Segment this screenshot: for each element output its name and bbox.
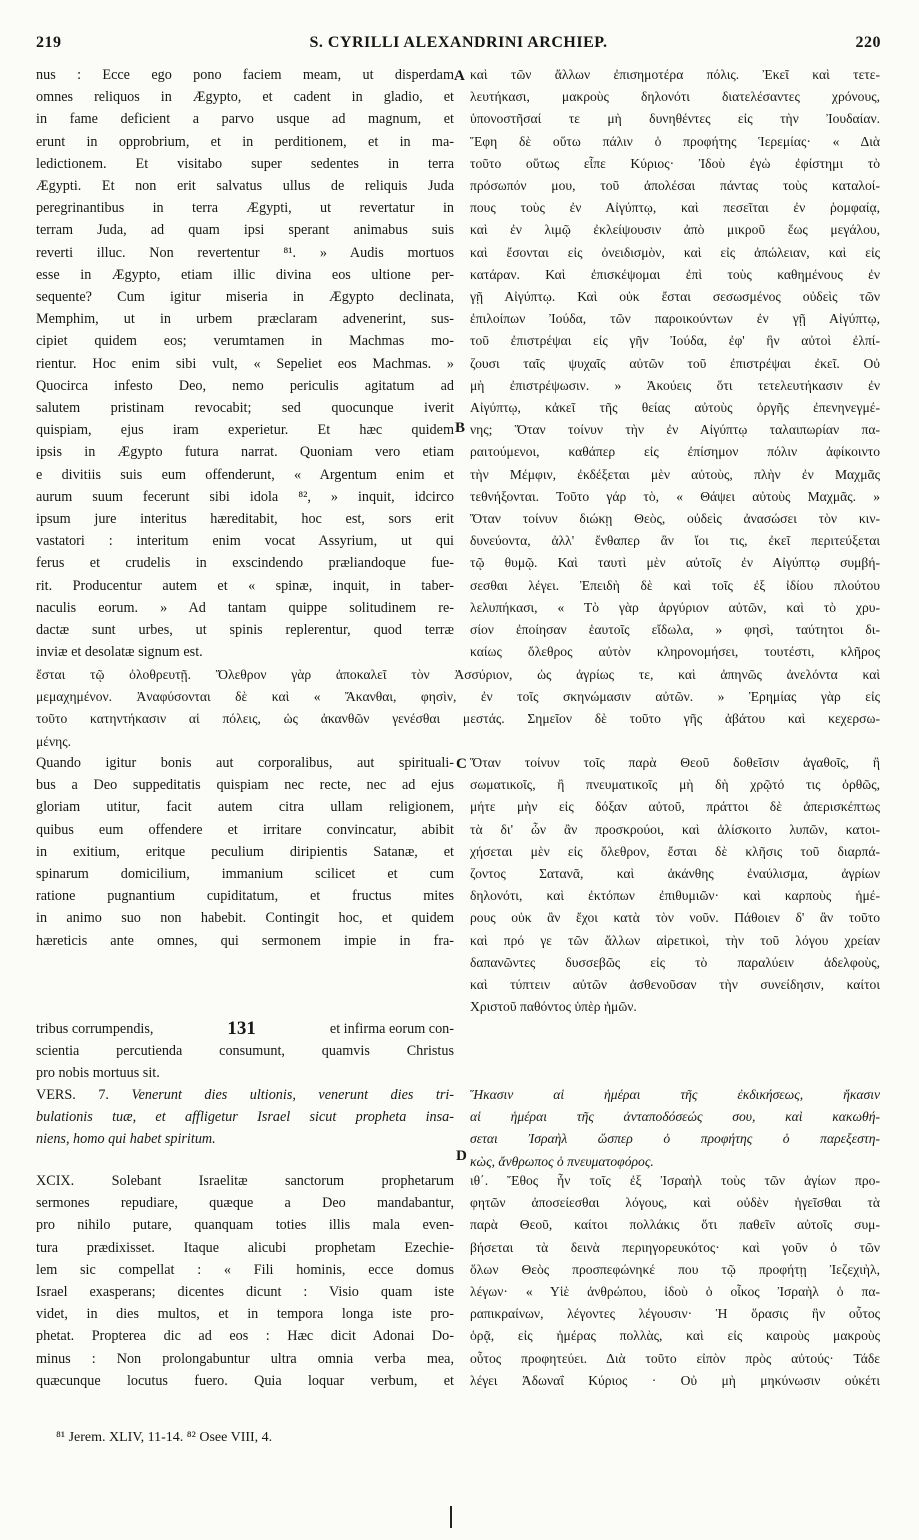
text-line: καὶ τύπτειν αὐτῶν ἀσθενοῦσαν τὴν συνείδησιν, καίτοι: [470, 977, 880, 993]
text-line: ζοντος Σατανᾶ, καὶ ἀκάνθης ἐναύλισμα, ἀγρίων: [470, 866, 880, 882]
text-line: τοῦτο κατηντήκασιν αἱ πόλεις, ὡς ἀκανθῶν γενέσθαι μεστάς. Σημεῖον δὲ τοῦτο γῆς ἀβάτου καὶ κεχερσω-: [36, 711, 880, 727]
text-line: ζουσι ταῖς ψυχαῖς αὐτῶν τοῦ ἐπιστρέψαι ἐκεῖ. Οὐ: [470, 355, 880, 371]
text-line: Quocirca infesto Deo, nemo periculis agitatum ad: [36, 377, 454, 394]
running-title: S. CYRILLI ALEXANDRINI ARCHIEP.: [309, 34, 608, 51]
latin-131-after: et infirma eorum con-: [329, 1021, 454, 1037]
text-line: τοῦτο οὕτως εἶπε Κύριος· Ἰδοὺ ἐγὼ ἐφίστημι τὸ: [470, 155, 880, 171]
footnotes: ⁸¹ Jerem. XLIV, 11-14. ⁸² Osee VIII, 4.: [56, 1430, 273, 1445]
verse-label: VERS. 7.: [36, 1087, 109, 1103]
text-line: XCIX. Solebant Israelitæ sanctorum prophetarum: [36, 1173, 454, 1189]
text-line: ratione pugnantium cupiditatum, et fructus mites: [36, 888, 454, 905]
text-line: οὗτος προφητεύει. Διὰ τοῦτο εἰπὸν πρὸς αὐτούς· Τάδε: [470, 1350, 880, 1366]
greek-column-middle: [470, 752, 880, 1018]
text-line: reverti illuc. Non revertentur ⁸¹. » Audis mortuos: [36, 244, 454, 261]
text-line: σεται Ἰσραὴλ ὥσπερ ὁ προφήτης ὁ παρεξεστη-: [470, 1131, 880, 1147]
text-line: ὑπονοστῆσαί τε μὴ δυνηθέντες εἰς τὴν Ἰουδαίαν.: [470, 111, 880, 127]
greek-column-bottom: [470, 1170, 880, 1392]
verse-block-latin: [36, 1084, 454, 1151]
text-line: σεσθαι λέγει. Ἐπειδὴ δὲ καὶ τοῖς ἐξ ἰδίου πλούτου: [470, 577, 880, 593]
text-line: παρὰ Θεοῦ, καίτοι πολλάκις ὅτι παθεῖν αὐτοῖς συμ-: [470, 1217, 880, 1233]
text-line: ledictionem. Et visitabo super sedentes in terra: [36, 155, 454, 172]
text-line: Ἥκασιν αἱ ἡμέραι τῆς ἐκδικήσεως, ἥκασιν: [470, 1087, 880, 1102]
text-line: ἔσται τῷ ὀλοθρευτῇ. Ὄλεθρον γὰρ ἀποκαλεῖ τὸν Ἀσσύριον, ὡς ἀγρίως τε, καὶ ἀπηνῶς ἀνελόντα καὶ: [36, 667, 880, 682]
text-line: καὶ ἐν λιμῷ ἐκλείψουσιν ἀπὸ μικροῦ ἕως μεγάλου,: [470, 222, 880, 238]
text-line: λευτήκασι, μακροὺς δηλονότι διατελέσαντες χρόνους,: [470, 89, 880, 105]
text-line: τὰ δι' ὧν ἂν προσκρούοι, καὶ ἁλίσκοιτο λυπῶν, κατοι-: [470, 821, 880, 837]
greek-full-width: [36, 664, 880, 753]
text-line: καὶ ἔσονται εἰς ὀνειδισμὸν, καὶ εἰς ἀπώλειαν, καὶ εἰς: [470, 244, 880, 260]
latin-column-middle-end: [36, 1040, 454, 1084]
latin-column-top: [36, 64, 454, 663]
text-line: φητῶν ἀποσείεσθαι λόγους, καὶ οὐδὲν ἡγεῖσθαι τὰ: [470, 1195, 880, 1211]
text-line: vastatori : interitum enim vocat Assyrium, ut qui: [36, 533, 454, 550]
text-line: Ægypti. Et non erit salvatus ullus de reliquis Juda: [36, 178, 454, 195]
page-number-left: 219: [36, 34, 62, 51]
text-line: salutem pristinam revocabit; sed quocunque iverit: [36, 400, 454, 417]
text-line: Χριστοῦ παθόντος ὑπὲρ ἡμῶν.: [470, 999, 637, 1015]
greek-column-top: [470, 64, 880, 663]
text-line: πρόσωπόν μου, τοῦ ἀπολέσαι πάντας τοὺς καταλοί-: [470, 178, 880, 194]
text-line: ipsum jure interitus hæreditabit, hoc est, sors erit: [36, 511, 454, 528]
latin-column-middle: [36, 752, 454, 952]
verse-line-3: niens, homo qui habet spiritum.: [36, 1131, 216, 1148]
latin-line-131: [36, 1018, 454, 1040]
text-line: ferus et crudelis in exscindendo præliandoque fue-: [36, 555, 454, 572]
text-line: peregrinantibus in terra Ægypti, ut revertatur in: [36, 200, 454, 217]
text-line: esse in Ægypto, etiam illic divina eos ultione per-: [36, 266, 454, 283]
text-line: minus : Non prolongabuntur ultra omnia verba mea,: [36, 1350, 454, 1367]
text-line: sequente? Cum igitur miseria in Ægypto declinata,: [36, 289, 454, 306]
text-line: in animo suo non habebit. Contingit hoc, et quidem: [36, 910, 454, 927]
text-line: τὴν Μέμφιν, ἐκδέξεται μὲν αὐτοὺς, πλὴν ἐν Μαχμᾶς: [470, 466, 880, 482]
text-line: quibus eum offendere et irritare convincatur, abibit: [36, 821, 454, 838]
text-line: quispiam, ejus iram experietur. Et hæc quidem: [36, 422, 454, 439]
text-line: ραπικραίνων, λέγοντες λέγουσιν· Ἡ ὅρασις ἣν οὗτος: [470, 1306, 880, 1322]
text-line: νης; Ὅταν τοίνυν τὴν ἐν Αἰγύπτῳ ταλαιπωρίαν πα-: [470, 422, 880, 438]
verse-block-greek: [470, 1084, 880, 1173]
text-line: κατάραν. Καὶ ἐπισκέψομαι ἐπὶ τοὺς καθημένους ἐν: [470, 266, 880, 282]
text-line: γῇ Αἰγύπτῳ. Καὶ οὐκ ἔσται σεσωσμένος οὐδεὶς τῶν: [470, 289, 880, 305]
column-number-131: 131: [227, 1018, 256, 1039]
text-line: καὶ πρό γε τῶν ἄλλων αἱρετικοὶ, τὴν τοῦ λόγου χρείαν: [470, 932, 880, 948]
margin-marker-a: A: [454, 68, 465, 84]
text-line: μὴ ἐπιστρέψωσιν. » Ἀκούεις ὅτι τετελευτήκασιν ἐν: [470, 377, 880, 393]
stray-mark: [450, 1506, 452, 1528]
text-line: ιθ΄. Ἔθος ἦν τοῖς ἐξ Ἰσραὴλ τοὺς τῶν ἁγίων προ-: [470, 1173, 880, 1188]
text-line: gloriam utitur, facit autem citra ullam religionem,: [36, 799, 454, 816]
text-line: omnes reliquos in Ægypto, et cadent in gladio, et: [36, 89, 454, 106]
text-line: hæreticis ante omnes, qui sermonem impie in fra-: [36, 932, 454, 949]
text-line: πους τοὺς ἐν Αἰγύπτῳ, καὶ πεσεῖται ἐν ῥομφαίᾳ,: [470, 200, 880, 216]
text-line: aurum suum fecerunt sibi idola ⁸², » inquit, idcirco: [36, 488, 454, 505]
margin-marker-c: C: [456, 756, 467, 772]
text-line: δυνεύοντα, ἀλλ' ἔνθαπερ ἂν ἴοι τις, ἐκεῖ περιτεύξεται: [470, 533, 880, 549]
text-line: ὁρᾷ, εἰς ἡμέρας πολλὰς, καὶ εἰς καιροὺς μακροὺς: [470, 1328, 880, 1344]
text-line: τεθνήξονται. Τοῦτο γάρ τὸ, « Θάψει αὐτοὺς Μαχμᾶς. »: [470, 488, 880, 504]
text-line: καὶ τῶν ἄλλων ἐπισημοτέρα πόλις. Ἐκεῖ καὶ τετε-: [470, 67, 880, 82]
text-line: δαπανῶντες δυσσεβῶς εἰς τὸ παραλύειν ἀδελφοὺς,: [470, 954, 880, 970]
text-line: phetat. Propterea dic ad eos : Hæc dicit Adonai Do-: [36, 1328, 454, 1345]
verse-line-1: Venerunt dies ultionis, venerunt dies tri-: [131, 1087, 454, 1103]
text-line: σωματικοῖς, ἢ πνευματικοῖς μὴ δὴ χρῷτό τις ὀρθῶς,: [470, 777, 880, 793]
latin-131-before: tribus corrumpendis,: [36, 1021, 154, 1037]
latin-column-bottom: [36, 1170, 454, 1392]
text-line: naculis eorum. » Ad tantam quippe solitudinem re-: [36, 599, 454, 616]
text-line: rientur. Hoc enim sibi vult, « Sepeliet eos Machmas. »: [36, 355, 454, 372]
text-line: tura prædixisset. Itaque alicubi prophetam Ezechie-: [36, 1239, 454, 1256]
text-line: cipiet quidem eos; verumtamen in Machmas mo-: [36, 333, 454, 350]
text-line: terram Juda, ad quam ipsi sperant animabus suis: [36, 222, 454, 239]
text-line: κὼς, ἄνθρωπος ὁ πνευματοφόρος.: [470, 1153, 654, 1169]
text-line: lem sic compellat : « Fili hominis, ecce domus: [36, 1261, 454, 1278]
text-line: sermones repudiare, quæque a Deo mandabantur,: [36, 1195, 454, 1212]
text-line: erunt in opprobrium, et in perditionem, et in ma-: [36, 133, 454, 150]
margin-marker-b: B: [455, 420, 466, 436]
text-line: τοῦ ἐπιστρέψαι εἰς γῆν Ἰούδα, ἐφ' ἣν αὐτοὶ ἐλπί-: [470, 333, 880, 349]
text-line: καίως ὄλεθρος αὐτὸν κληρονομήσει, τουτέστι, κλῆρος: [470, 644, 880, 660]
text-line: μεμαχημένον. Ἀναφύσονται δὲ καὶ « Ἄκανθαι, φησὶν, ἐν τοῖς σκηνώμασιν αὐτῶν. » Ἐρημίας γὰρ εἰς: [36, 689, 880, 705]
text-line: ἐπιλοίπων Ἰούδα, τῶν παροικούντων ἐν γῇ Αἰγύπτῳ,: [470, 311, 880, 327]
text-line: μήτε μὴν εἰς δόξαν αὐτοῦ, πράττοι δὲ ἀπερισκέπτως: [470, 799, 880, 815]
text-line: λέγει Ἀδωναΐ Κύριος · Οὐ μὴ μηκύνωσιν οὐκέτι: [470, 1372, 880, 1388]
text-line: σίον ἐποίησαν ἑαυτοῖς εἴδωλα, » φησὶ, ταύτητοι δι-: [470, 622, 880, 638]
text-line: βήσεται τὰ δεινὰ περιηγορευκότος· καὶ γοῦν ὁ τῶν: [470, 1239, 880, 1255]
margin-marker-d: D: [456, 1148, 467, 1164]
text-line: Ὅταν τοίνυν διώκῃ Θεὸς, οὐδεὶς ἀνασώσει τὸν κιν-: [470, 511, 880, 527]
text-line: videt, in dies multos, et in tempora longa iste pro-: [36, 1306, 454, 1323]
text-line: Israel exasperans; dicentes dicunt : Visio quam iste: [36, 1284, 454, 1301]
text-line: μένης.: [36, 733, 72, 749]
text-line: bus a Deo suppeditatis quispiam nec recte, nec ad ejus: [36, 777, 454, 794]
text-line: e divitiis suis eum offenderunt, « Argentum enim et: [36, 466, 454, 483]
text-line: λέγων· « Υἱὲ ἀνθρώπου, ἰδοὺ ὁ οἶκος Ἰσραὴλ ὁ πα-: [470, 1284, 880, 1300]
page-number-right: 220: [855, 34, 881, 51]
text-line: inviæ et desolatæ signum est.: [36, 644, 203, 661]
text-line: Ἔφη δὲ οὕτω πάλιν ὁ προφήτης Ἱερεμίας· « Διὰ: [470, 133, 880, 149]
text-line: quæcunque locutus fuero. Quia loquar verbum, et: [36, 1372, 454, 1389]
text-line: Quando igitur bonis aut corporalibus, aut spirituali-: [36, 755, 454, 771]
text-line: ρους οὐκ ἂν ἔχοι κατὰ τὸν νοῦν. Πάθοιεν δ' ἂν τοῦτο: [470, 910, 880, 926]
text-line: Memphim, ut in urbem præclaram advenerint, sus-: [36, 311, 454, 328]
text-line: Ὅταν τοίνυν τοῖς παρὰ Θεοῦ δοθεῖσιν ἀγαθοῖς, ἢ: [470, 755, 880, 770]
text-line: in fame deficient a parvo usque ad magnum, et: [36, 111, 454, 128]
text-line: ὅλων Θεὸς προσπεφώνηκέ που τῷ προφήτῃ Ἰεζεχιὴλ,: [470, 1261, 880, 1277]
text-line: scientia percutienda consumunt, quamvis Christus: [36, 1043, 454, 1059]
verse-line-2: bulationis tuæ, et affligetur Israel sicut propheta insa-: [36, 1109, 454, 1126]
text-line: pro nobis mortuus sit.: [36, 1065, 160, 1082]
text-line: in exitium, eritque peculium diripientis Satanæ, et: [36, 843, 454, 860]
text-line: ραιτούμενοι, καθάπερ εἰς ἐπίσημον πόλιν ἀφίκοιντο: [470, 444, 880, 460]
text-line: τῷ θυμῷ. Καὶ ταυτὶ μὲν αὐτοῖς ἐν Αἰγύπτῳ συμβή-: [470, 555, 880, 571]
text-line: rit. Producentur autem et « spinæ, inquit, in taber-: [36, 577, 454, 594]
text-line: αἱ ἡμέραι τῆς ἀνταποδόσεώς σου, καὶ κακωθή-: [470, 1109, 880, 1125]
text-line: ipsis in Ægypto futura narrat. Quoniam vero etiam: [36, 444, 454, 461]
text-line: χήσεται μὲν εἰς ὄλεθρον, ἔσται δὲ κλῆσις τοῦ διαρπά-: [470, 843, 880, 859]
text-line: spinarum domicilium, immanium scilicet et cum: [36, 866, 454, 883]
text-line: δηλονότι, καὶ ἐκτόπων ἐπιθυμιῶν· καὶ καρποὺς ἡμέ-: [470, 888, 880, 904]
text-line: λελυπήκασι, « Τὸ γὰρ ἀργύριον αὐτῶν, καὶ τὸ χρυ-: [470, 599, 880, 615]
text-line: nus : Ecce ego pono faciem meam, ut disperdam: [36, 67, 454, 83]
text-line: pro nihilo putare, quanquam toties illis mala even-: [36, 1217, 454, 1234]
text-line: Αἰγύπτῳ, κἀκεῖ τῆς θείας αὐτοὺς ὀργῆς ἐπενηνεγμέ-: [470, 400, 880, 416]
text-line: dactæ sunt urbes, ut spinis replerentur, quod terræ: [36, 622, 454, 639]
running-header: [36, 34, 881, 58]
